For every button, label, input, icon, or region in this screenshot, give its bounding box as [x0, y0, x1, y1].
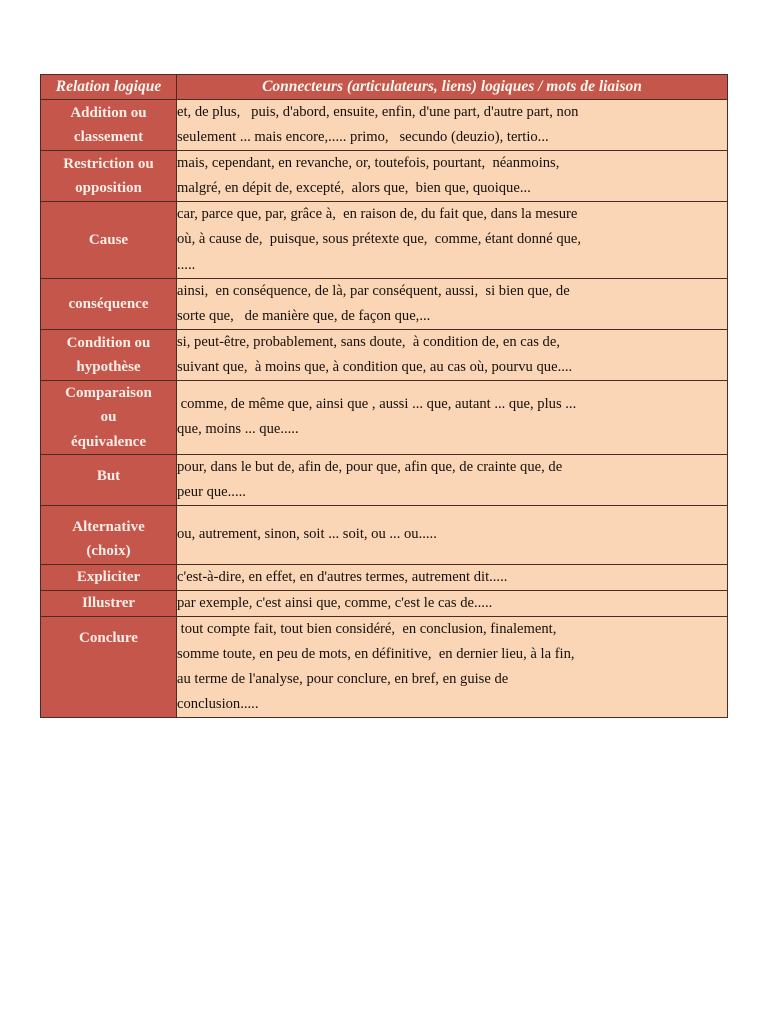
connectors-cell: [177, 202, 728, 278]
connectors-table: [40, 74, 728, 718]
header-label-line-2: logique: [113, 78, 162, 95]
relation-label-line: conséquence: [68, 295, 149, 312]
header-label-line-1: Relation: [55, 78, 110, 95]
connectors-cell: [177, 381, 728, 455]
connectors-line: conclusion.....: [177, 696, 259, 713]
relation-label-line: ou: [100, 409, 117, 426]
connectors-line: car, parce que, par, grâce à, en raison de, du fait que, dans la mesure: [177, 206, 578, 223]
connectors-cell: [177, 564, 728, 590]
connectors-cell: [177, 590, 728, 616]
relation-label-line: Conclure: [79, 629, 138, 646]
table-row: [41, 590, 728, 616]
connectors-cell: [177, 506, 728, 565]
connectors-line: pour, dans le but de, afin de, pour que, afin que, de crainte que, de: [177, 458, 563, 475]
connectors-line: ou, autrement, sinon, soit ... soit, ou ... ou.....: [177, 526, 437, 543]
relation-label-line: hypothèse: [76, 358, 141, 375]
table-row: [41, 506, 728, 565]
connectors-cell: [177, 100, 728, 151]
connectors-line: ainsi, en conséquence, de là, par conséquent, aussi, si bien que, de: [177, 282, 570, 299]
connectors-line: c'est-à-dire, en effet, en d'autres termes, autrement dit.....: [177, 568, 508, 585]
connectors-line: si, peut-être, probablement, sans doute, à condition de, en cas de,: [177, 333, 560, 350]
connectors-line: tout compte fait, tout bien considéré, en conclusion, finalement,: [177, 620, 557, 637]
table-row: [41, 564, 728, 590]
connectors-line: que, moins ... que.....: [177, 421, 299, 438]
relation-label-line: Expliciter: [76, 569, 141, 586]
relation-label-line: Restriction ou: [63, 156, 154, 172]
connectors-line: comme, de même que, ainsi que , aussi ... que, autant ... que, plus ...: [177, 396, 577, 413]
relation-label-line: Alternative: [72, 519, 145, 536]
relation-label-cell: [41, 100, 177, 151]
connectors-line: peur que.....: [177, 484, 246, 501]
relation-label-line: Addition ou: [70, 104, 147, 121]
table-row: [41, 202, 728, 278]
header-cell-connecteurs: Connecteurs (articulateurs, liens) logiques / mots de liaison: [177, 75, 728, 100]
connectors-line: malgré, en dépit de, excepté, alors que, bien que, quoique...: [177, 180, 531, 197]
relation-label-line: But: [96, 467, 121, 484]
relation-label-line: Condition ou: [66, 334, 151, 351]
connectors-line: au terme de l'analyse, pour conclure, en bref, en guise de: [177, 671, 509, 688]
connectors-cell: [177, 454, 728, 505]
relation-label-line: équivalence: [71, 433, 146, 450]
table-row: [41, 454, 728, 505]
connectors-line: somme toute, en peu de mots, en définitive, en dernier lieu, à la fin,: [177, 646, 575, 662]
connectors-line: sorte que, de manière que, de façon que,...: [177, 307, 431, 324]
relation-label-line: classement: [73, 129, 144, 146]
relation-label-line: (choix): [86, 543, 131, 560]
table-body: [41, 75, 728, 718]
relation-label-cell: [41, 151, 177, 202]
header-cell-relation-logique: [41, 75, 177, 100]
table-row: [41, 381, 728, 455]
connectors-line: par exemple, c'est ainsi que, comme, c'est le cas de.....: [177, 594, 493, 611]
relation-label-cell: [41, 381, 177, 455]
connectors-table-container: [40, 74, 727, 718]
connectors-line: où, à cause de, puisque, sous prétexte que, comme, étant donné que,: [177, 231, 582, 248]
connectors-line: .....: [177, 256, 196, 273]
relation-label-line: opposition: [75, 180, 142, 197]
table-row: [41, 278, 728, 329]
connectors-cell: [177, 278, 728, 329]
relation-label-line: Illustrer: [81, 595, 136, 612]
relation-label-cell: [41, 564, 177, 590]
connectors-line: et, de plus, puis, d'abord, ensuite, enfin, d'une part, d'autre part, non: [177, 104, 579, 121]
connectors-line: suivant que, à moins que, à condition que, au cas où, pourvu que....: [177, 358, 573, 375]
relation-label-cell: [41, 454, 177, 505]
connectors-line: mais, cependant, en revanche, or, toutefois, pourtant, néanmoins,: [177, 155, 560, 172]
connectors-cell: [177, 151, 728, 202]
relation-label-line: Cause: [88, 231, 129, 248]
table-header-row: [41, 75, 728, 100]
connectors-cell: [177, 616, 728, 717]
relation-label-cell: [41, 590, 177, 616]
relation-label-cell: [41, 616, 177, 717]
connectors-line: seulement ... mais encore,..... primo, secundo (deuzio), tertio...: [177, 129, 549, 146]
table-row: [41, 100, 728, 151]
relation-label-line: Comparaison: [65, 385, 152, 402]
relation-label-cell: [41, 202, 177, 278]
table-row: [41, 151, 728, 202]
table-row: [41, 329, 728, 380]
table-row: [41, 616, 728, 717]
relation-label-cell: [41, 329, 177, 380]
relation-label-cell: [41, 506, 177, 565]
connectors-cell: [177, 329, 728, 380]
relation-label-cell: [41, 278, 177, 329]
